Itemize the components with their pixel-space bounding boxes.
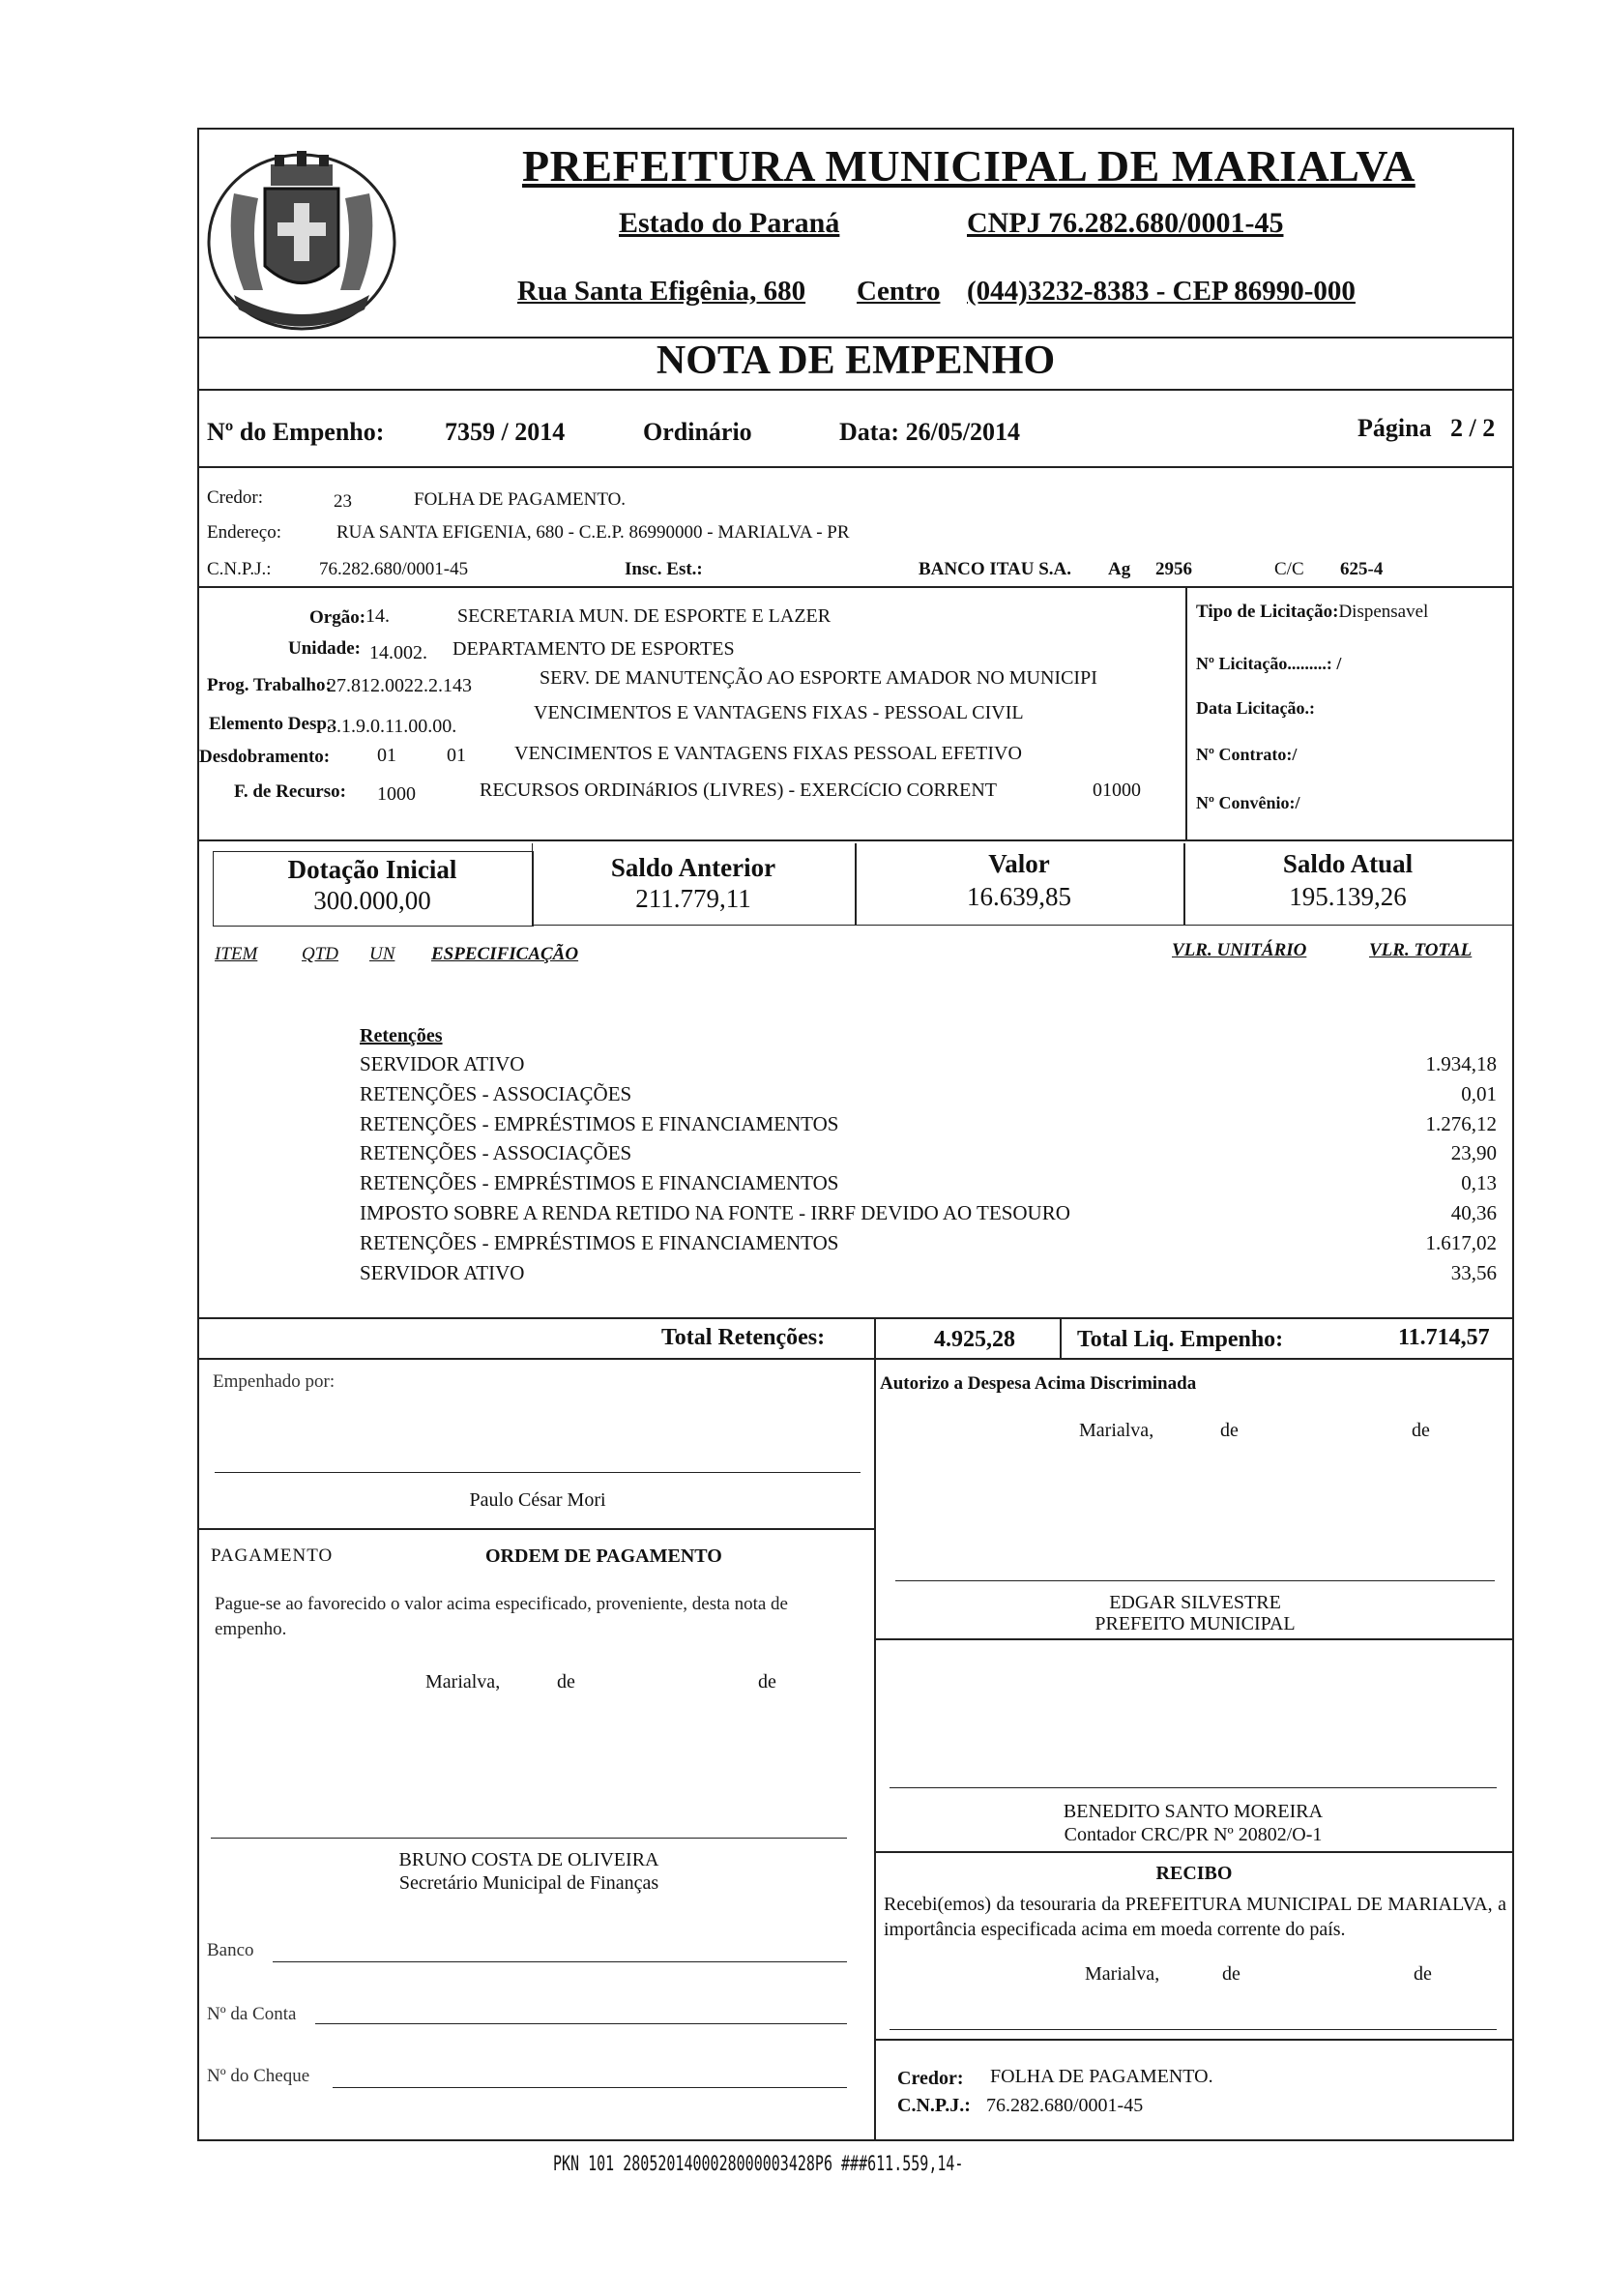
recibo-de2: de <box>1414 1963 1432 1985</box>
recurso-desc: RECURSOS ORDINáRIOS (LIVRES) - EXERCíCIO CORRENT <box>480 780 998 801</box>
total-retencoes-label: Total Retenções: <box>661 1325 826 1350</box>
recibo-marialva: Marialva, <box>1085 1963 1160 1985</box>
recibo-cnpj-label: C.N.P.J.: <box>897 2095 971 2116</box>
total-liquido-value: 11.714,57 <box>1398 1325 1490 1350</box>
contador-cargo: Contador CRC/PR Nº 20802/O-1 <box>1064 1824 1323 1845</box>
empenhado-por-label: Empenhado por: <box>213 1371 336 1392</box>
autorizo-marialva: Marialva, <box>1079 1420 1154 1441</box>
header-phone-cep: (044)3232-8383 - CEP 86990-000 <box>967 276 1356 307</box>
valor-label: Valor <box>988 849 1050 878</box>
retencao-valor: 33,56 <box>1450 1260 1497 1284</box>
empenho-type: Ordinário <box>643 418 752 446</box>
retencao-row <box>360 1261 1497 1290</box>
retencao-row <box>360 1171 1497 1200</box>
secretario-cargo: Secretário Municipal de Finanças <box>398 1872 659 1894</box>
credor-name: FOLHA DE PAGAMENTO. <box>414 489 627 510</box>
desdobramento-desc: VENCIMENTOS E VANTAGENS FIXAS PESSOAL EFETIVO <box>514 743 1022 764</box>
account-number: 625-4 <box>1340 559 1384 579</box>
unidade-label: Unidade: <box>288 638 361 659</box>
dotacao-label: Dotação Inicial <box>287 855 457 884</box>
orgao-code: 14. <box>365 605 390 627</box>
numero-contrato: Nº Contrato:/ <box>1196 745 1298 764</box>
retencao-desc: RETENÇÕES - ASSOCIAÇÕES <box>360 1141 632 1165</box>
col-vlr-total: VLR. TOTAL <box>1369 940 1473 960</box>
recibo-de1: de <box>1222 1963 1240 1985</box>
recurso-label: F. de Recurso: <box>234 781 346 802</box>
ordem-pagamento-label: ORDEM DE PAGAMENTO <box>485 1545 722 1567</box>
page-number: 2 / 2 <box>1450 414 1496 442</box>
desdobramento-label: Desdobramento: <box>199 747 331 767</box>
bank-name: BANCO ITAU S.A. <box>919 559 1072 579</box>
orgao-label: Orgão: <box>309 607 366 628</box>
page-label: Página <box>1357 414 1432 442</box>
document-title: NOTA DE EMPENHO <box>656 339 1056 383</box>
retencao-desc: SERVIDOR ATIVO <box>360 1260 525 1284</box>
orgao-desc: SECRETARIA MUN. DE ESPORTE E LAZER <box>457 605 832 627</box>
tipo-licitacao-label: Tipo de Licitação: <box>1196 602 1339 622</box>
retencao-desc: RETENÇÕES - ASSOCIAÇÕES <box>360 1081 632 1105</box>
elemento-desc: VENCIMENTOS E VANTAGENS FIXAS - PESSOAL CIVIL <box>534 702 1024 723</box>
empenho-number: 7359 / 2014 <box>445 418 566 446</box>
total-liquido-label: Total Liq. Empenho: <box>1077 1327 1284 1352</box>
retencao-desc: SERVIDOR ATIVO <box>360 1052 525 1075</box>
saldo-atual-label: Saldo Atual <box>1282 849 1414 878</box>
saldo-anterior-label: Saldo Anterior <box>610 853 776 882</box>
pagamento-de2: de <box>758 1671 776 1693</box>
footer-code: PKN 101 2805201400028000003428P6 ###611.559,14- <box>553 2151 964 2176</box>
data-licitacao: Data Licitação.: <box>1196 698 1315 718</box>
credor-cnpj: 76.282.680/0001-45 <box>319 559 469 579</box>
retencao-valor: 1.934,18 <box>1425 1052 1497 1075</box>
header-address: Rua Santa Efigênia, 680 <box>517 276 806 307</box>
endereco-label: Endereço: <box>207 522 282 543</box>
secretario-nome: BRUNO COSTA DE OLIVEIRA <box>398 1849 659 1870</box>
recibo-credor-value: FOLHA DE PAGAMENTO. <box>990 2066 1213 2087</box>
valor-value: 16.639,85 <box>967 882 1071 911</box>
prog-trabalho-code: 27.812.0022.2.143 <box>327 675 472 696</box>
recurso-code: 1000 <box>377 783 416 805</box>
desdobramento-code1: 01 <box>377 745 396 766</box>
col-especificacao: ESPECIFICAÇÃO <box>431 944 579 964</box>
endereco-value: RUA SANTA EFIGENIA, 680 - C.E.P. 86990000 - MARIALVA - PR <box>336 522 850 543</box>
col-vlr-unitario: VLR. UNITÁRIO <box>1172 940 1307 960</box>
saldo-atual-value: 195.139,26 <box>1289 882 1407 911</box>
retencao-row <box>360 1201 1497 1230</box>
recibo-title: RECIBO <box>1155 1863 1233 1884</box>
retencao-row <box>360 1052 1497 1081</box>
credor-code: 23 <box>334 491 352 512</box>
autorizo-de2: de <box>1412 1420 1430 1441</box>
pagamento-marialva: Marialva, <box>425 1671 501 1693</box>
retencao-desc: RETENÇÕES - EMPRÉSTIMOS E FINANCIAMENTOS <box>360 1230 839 1254</box>
numero-convenio: Nº Convênio:/ <box>1196 793 1300 812</box>
retencoes-title: Retenções <box>360 1025 443 1046</box>
conta-label: Nº da Conta <box>207 2004 297 2024</box>
unidade-code: 14.002. <box>369 642 427 663</box>
col-un: UN <box>369 944 395 964</box>
retencao-desc: IMPOSTO SOBRE A RENDA RETIDO NA FONTE - IRRF DEVIDO AO TESOURO <box>360 1201 1070 1224</box>
prog-trabalho-desc: SERV. DE MANUTENÇÃO AO ESPORTE AMADOR NO MUNICIPI <box>540 667 1097 689</box>
retencao-row <box>360 1231 1497 1260</box>
account-label: C/C <box>1274 559 1304 579</box>
dotacao-value: 300.000,00 <box>313 886 431 915</box>
retencao-valor: 23,90 <box>1450 1141 1497 1165</box>
autorizo-de1: de <box>1220 1420 1239 1441</box>
autorizo-text: Autorizo a Despesa Acima Discriminada <box>880 1373 1197 1394</box>
empenhado-nome: Paulo César Mori <box>469 1489 606 1511</box>
agency-label: Ag <box>1108 559 1131 579</box>
banco-label: Banco <box>207 1940 254 1960</box>
elemento-label: Elemento Desp.: <box>209 714 337 734</box>
tipo-licitacao-value: Dispensavel <box>1338 602 1429 622</box>
recibo-cnpj-value: 76.282.680/0001-45 <box>986 2095 1144 2116</box>
recibo-text: Recebi(emos) da tesouraria da PREFEITURA MUNICIPAL DE MARIALVA, a importância especificada acima em moeda corrente do país. <box>884 1894 1506 1940</box>
recurso-code2: 01000 <box>1093 780 1141 801</box>
prog-trabalho-label: Prog. Trabalho: <box>207 675 332 695</box>
credor-label: Credor: <box>207 487 264 508</box>
insc-est-label: Insc. Est.: <box>625 559 703 579</box>
estado-label: Estado do Paraná <box>619 207 840 239</box>
total-retencoes-value: 4.925,28 <box>934 1327 1015 1352</box>
retencao-valor: 1.617,02 <box>1425 1230 1497 1254</box>
retencao-valor: 0,01 <box>1461 1081 1497 1105</box>
recibo-credor-label: Credor: <box>897 2068 964 2089</box>
empenho-number-label: Nº do Empenho: <box>207 418 385 446</box>
retencao-desc: RETENÇÕES - EMPRÉSTIMOS E FINANCIAMENTOS <box>360 1171 839 1195</box>
elemento-code: 3.1.9.0.11.00.00. <box>327 716 457 737</box>
retencao-row <box>360 1112 1497 1141</box>
empenho-date: Data: 26/05/2014 <box>839 418 1021 446</box>
unidade-desc: DEPARTAMENTO DE ESPORTES <box>452 638 735 660</box>
pagamento-label: PAGAMENTO <box>211 1545 334 1566</box>
credor-cnpj-label: C.N.P.J.: <box>207 559 272 579</box>
pagamento-de1: de <box>557 1671 575 1693</box>
agency-number: 2956 <box>1155 559 1192 579</box>
tipo-licitacao <box>1196 602 1428 623</box>
municipal-seal-icon <box>205 145 398 339</box>
prefeito-cargo: PREFEITO MUNICIPAL <box>1094 1613 1296 1634</box>
col-item: ITEM <box>215 944 258 964</box>
saldo-anterior-value: 211.779,11 <box>635 884 751 913</box>
desdobramento-code2: 01 <box>447 745 466 766</box>
header-cnpj: CNPJ 76.282.680/0001-45 <box>967 207 1284 239</box>
retencao-valor: 0,13 <box>1461 1171 1497 1195</box>
numero-licitacao: Nº Licitação.........: / <box>1196 654 1342 673</box>
col-qtd: QTD <box>302 944 339 964</box>
prefeitura-title: PREFEITURA MUNICIPAL DE MARIALVA <box>522 141 1415 191</box>
cheque-label: Nº do Cheque <box>207 2066 310 2086</box>
contador-nome: BENEDITO SANTO MOREIRA <box>1063 1801 1324 1822</box>
prefeito-nome: EDGAR SILVESTRE <box>1109 1592 1281 1613</box>
retencao-valor: 1.276,12 <box>1425 1111 1497 1135</box>
retencao-row <box>360 1082 1497 1111</box>
retencao-valor: 40,36 <box>1450 1201 1497 1224</box>
header-district: Centro <box>857 276 941 307</box>
retencao-row <box>360 1141 1497 1170</box>
retencao-desc: RETENÇÕES - EMPRÉSTIMOS E FINANCIAMENTOS <box>360 1111 839 1135</box>
pague-se-text: Pague-se ao favorecido o valor acima especificado, proveniente, desta nota de empenho. <box>215 1594 788 1639</box>
